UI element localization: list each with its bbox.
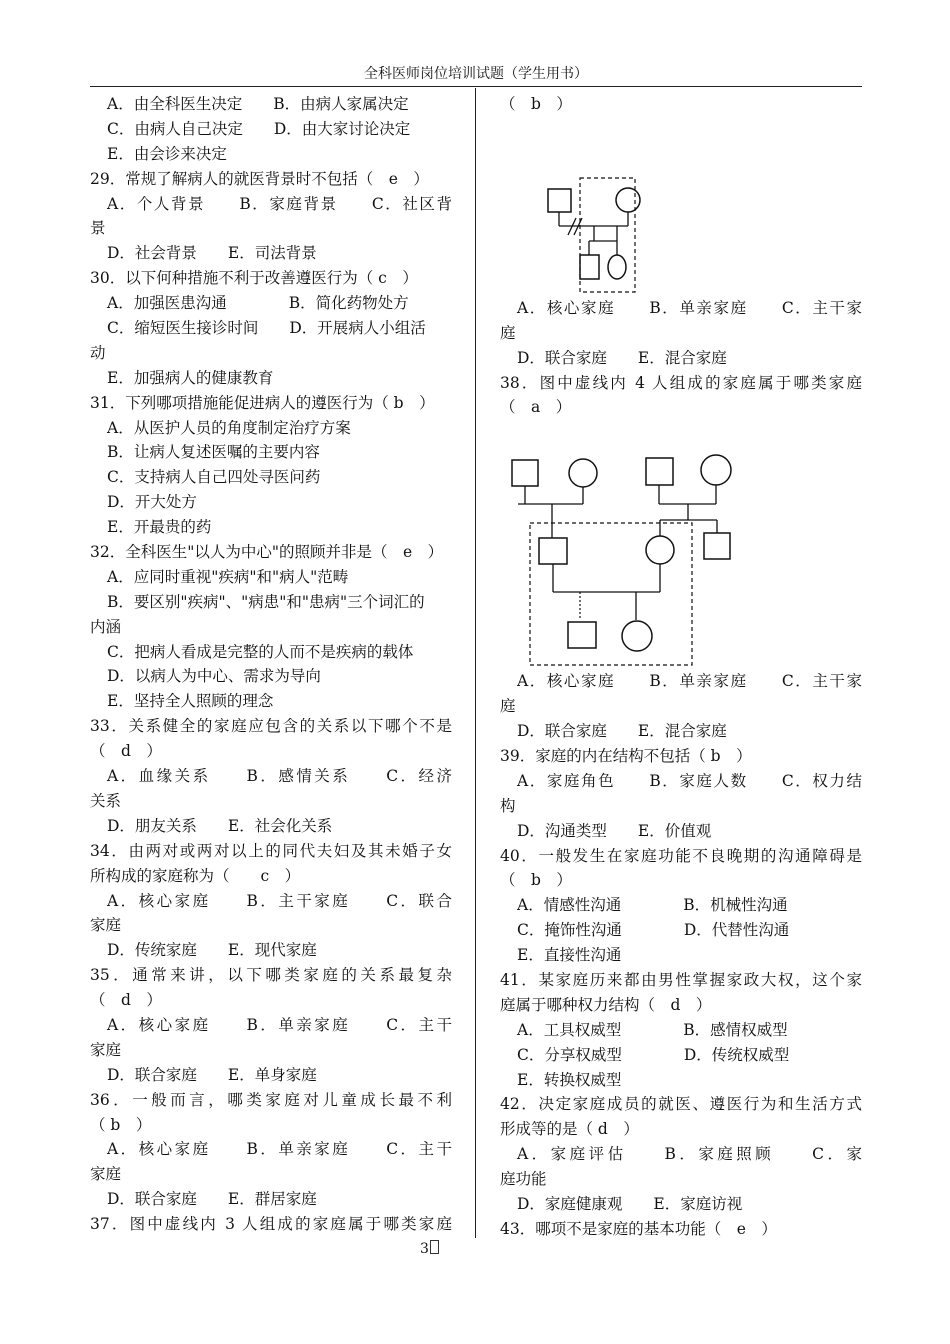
text-line: D．开大处方 — [107, 493, 197, 512]
text-line: A．家庭角色 B．家庭人数 C．权力结 — [517, 771, 862, 790]
genogram-granddaughter-circle — [622, 621, 652, 651]
text-line: 36．一般而言，哪类家庭对儿童成长最不利 — [90, 1090, 452, 1109]
text-line: 33．关系健全的家庭应包含的关系以下哪个不是 — [90, 717, 452, 736]
text-line: E．开最贵的药 — [107, 518, 212, 537]
text-line: 动 — [90, 343, 106, 362]
genogram-son-square — [580, 255, 599, 279]
text-line: C．把病人看成是完整的人而不是疾病的载体 — [107, 642, 414, 661]
text-line: 29．常规了解病人的就医背景时不包括（ e ） — [90, 169, 429, 188]
text-line: A．情感性沟通 B．机械性沟通 — [517, 896, 788, 915]
text-line: C．由病人自己决定 D．由大家讨论决定 — [107, 119, 411, 138]
text-line: C．缩短医生接诊时间 D．开展病人小组活 — [107, 319, 426, 338]
genogram-mother-circle — [616, 188, 640, 212]
text-line: 内涵 — [90, 617, 122, 636]
genogram-figure-37 — [500, 117, 862, 296]
text-line: A．核心家庭 B．单亲家庭 C．主干 — [107, 1140, 452, 1159]
text-line: E．加强病人的健康教育 — [107, 368, 274, 387]
text-line: 家庭 — [90, 1040, 122, 1059]
text-line: E．坚持全人照顾的理念 — [107, 692, 274, 711]
genogram-daughter-circle — [608, 255, 626, 279]
text-line: A．工具权威型 B．感情权威型 — [517, 1020, 788, 1039]
text-line: 庭功能 — [500, 1170, 547, 1189]
dashed-household-boundary — [580, 178, 635, 292]
text-line: D．家庭健康观 E．家庭访视 — [517, 1195, 743, 1214]
text-line: 38．图中虚线内 4 人组成的家庭属于哪类家庭 — [500, 373, 862, 392]
text-line: （ a ） — [500, 398, 572, 417]
text-line: C．支持病人自己四处寻医问药 — [107, 468, 321, 487]
text-line: （ b ） — [500, 871, 572, 890]
text-line: 关系 — [90, 791, 122, 810]
text-line: 庭属于哪种权力结构（ d ） — [500, 995, 712, 1014]
text-line: C．掩饰性沟通 D．代替性沟通 — [517, 921, 790, 940]
text-line: 形成等的是（ d ） — [500, 1120, 639, 1139]
genogram-grandson-square — [568, 622, 596, 648]
text-line: B．让病人复述医嘱的主要内容 — [107, 443, 320, 462]
page-number: 3 — [420, 1240, 439, 1257]
text-line: A．核心家庭 B．单亲家庭 C．主干家 — [517, 672, 862, 691]
text-line: D．联合家庭 E．混合家庭 — [517, 348, 727, 367]
page-header: 全科医师岗位培训试题（学生用书） — [364, 66, 588, 82]
text-line: A．从医护人员的角度制定治疗方案 — [107, 418, 351, 437]
text-line: C．分享权威型 D．传统权威型 — [517, 1045, 790, 1064]
genogram-husband-square — [539, 538, 567, 564]
text-line: 所构成的家庭称为（ c ） — [90, 866, 301, 885]
text-line: 家庭 — [90, 916, 122, 935]
text-line: A．核心家庭 B．单亲家庭 C．主干家 — [517, 298, 862, 317]
text-line: 景 — [90, 219, 106, 238]
text-line: （ b ） — [500, 95, 572, 113]
text-line: E．转换权威型 — [517, 1070, 622, 1089]
text-line: 37．图中虚线内 3 人组成的家庭属于哪类家庭 — [90, 1215, 452, 1234]
text-line: D．联合家庭 E．群居家庭 — [107, 1190, 317, 1209]
text-line: E．由会诊来决定 — [107, 144, 227, 163]
right-column — [500, 92, 862, 1242]
text-line: D．传统家庭 E．现代家庭 — [107, 941, 317, 960]
text-line: D．联合家庭 E．单身家庭 — [107, 1065, 317, 1084]
text-line: （ b ） — [90, 1115, 152, 1134]
page-number-mark — [430, 1240, 439, 1254]
genogram-grandmother-circle — [569, 459, 597, 487]
text-line: B．要区别"疾病"、"病患"和"患病"三个词汇的 — [107, 592, 425, 611]
genogram-in-law-father-square — [646, 458, 673, 485]
genogram-wife-circle — [646, 536, 674, 564]
genogram-in-law-mother-circle — [701, 455, 731, 485]
text-line: 43．哪项不是家庭的基本功能（ e ） — [500, 1219, 777, 1238]
text-line: A．应同时重视"疾病"和"病人"范畴 — [107, 567, 349, 586]
text-line: 39．家庭的内在结构不包括（ b ） — [500, 747, 752, 766]
text-line: A．家庭评估 B．家庭照顾 C．家 — [517, 1145, 862, 1164]
genogram-father-square — [548, 189, 571, 212]
text-line: （ d ） — [90, 742, 162, 761]
text-line: 构 — [500, 796, 516, 815]
text-line: 32．全科医生"以人为中心"的照顾并非是（ e ） — [90, 543, 444, 562]
text-line: 34．由两对或两对以上的同代夫妇及其未婚子女 — [90, 841, 452, 860]
text-line: A．核心家庭 B．单亲家庭 C．主干 — [107, 1015, 452, 1034]
text-line: 35．通常来讲，以下哪类家庭的关系最复杂 — [90, 966, 452, 985]
text-line: A．核心家庭 B．主干家庭 C．联合 — [107, 891, 452, 910]
text-line: A．个人背景 B．家庭背景 C．社区背 — [107, 194, 452, 213]
text-line: D．朋友关系 E．社会化关系 — [107, 816, 333, 835]
left-column — [90, 92, 452, 1237]
text-line: 42．决定家庭成员的就医、遵医行为和生活方式 — [500, 1095, 862, 1114]
text-line: D．沟通类型 E．价值观 — [517, 821, 712, 840]
text-line: D．以病人为中心、需求为导向 — [107, 667, 321, 686]
text-line: 41．某家庭历来都由男性掌握家政大权，这个家 — [500, 971, 862, 990]
text-line: D．社会背景 E．司法背景 — [107, 244, 317, 263]
text-line: A．血缘关系 B．感情关系 C．经济 — [107, 767, 452, 786]
text-line: 31．下列哪项措施能促进病人的遵医行为（ b ） — [90, 393, 435, 412]
text-line: 庭 — [500, 697, 516, 716]
text-line: E．直接性沟通 — [517, 946, 622, 965]
text-line: A．加强医患沟通 B．简化药物处方 — [107, 294, 409, 313]
text-line: 家庭 — [90, 1165, 122, 1184]
text-line: A．由全科医生决定 B．由病人家属决定 — [107, 95, 409, 113]
genogram-figure-38 — [500, 420, 862, 669]
text-line: 庭 — [500, 323, 516, 342]
text-line: D．联合家庭 E．混合家庭 — [517, 722, 727, 741]
column-divider — [475, 88, 476, 1238]
genogram-grandfather-square — [512, 460, 538, 486]
header-rule — [90, 86, 862, 87]
dashed-household-boundary — [530, 523, 692, 665]
text-line: 30．以下何种措施不利于改善遵医行为（ c ） — [90, 269, 418, 288]
genogram-brother-in-law-square — [704, 533, 730, 559]
text-line: 40．一般发生在家庭功能不良晚期的沟通障碍是 — [500, 846, 862, 865]
text-line: （ d ） — [90, 991, 162, 1010]
